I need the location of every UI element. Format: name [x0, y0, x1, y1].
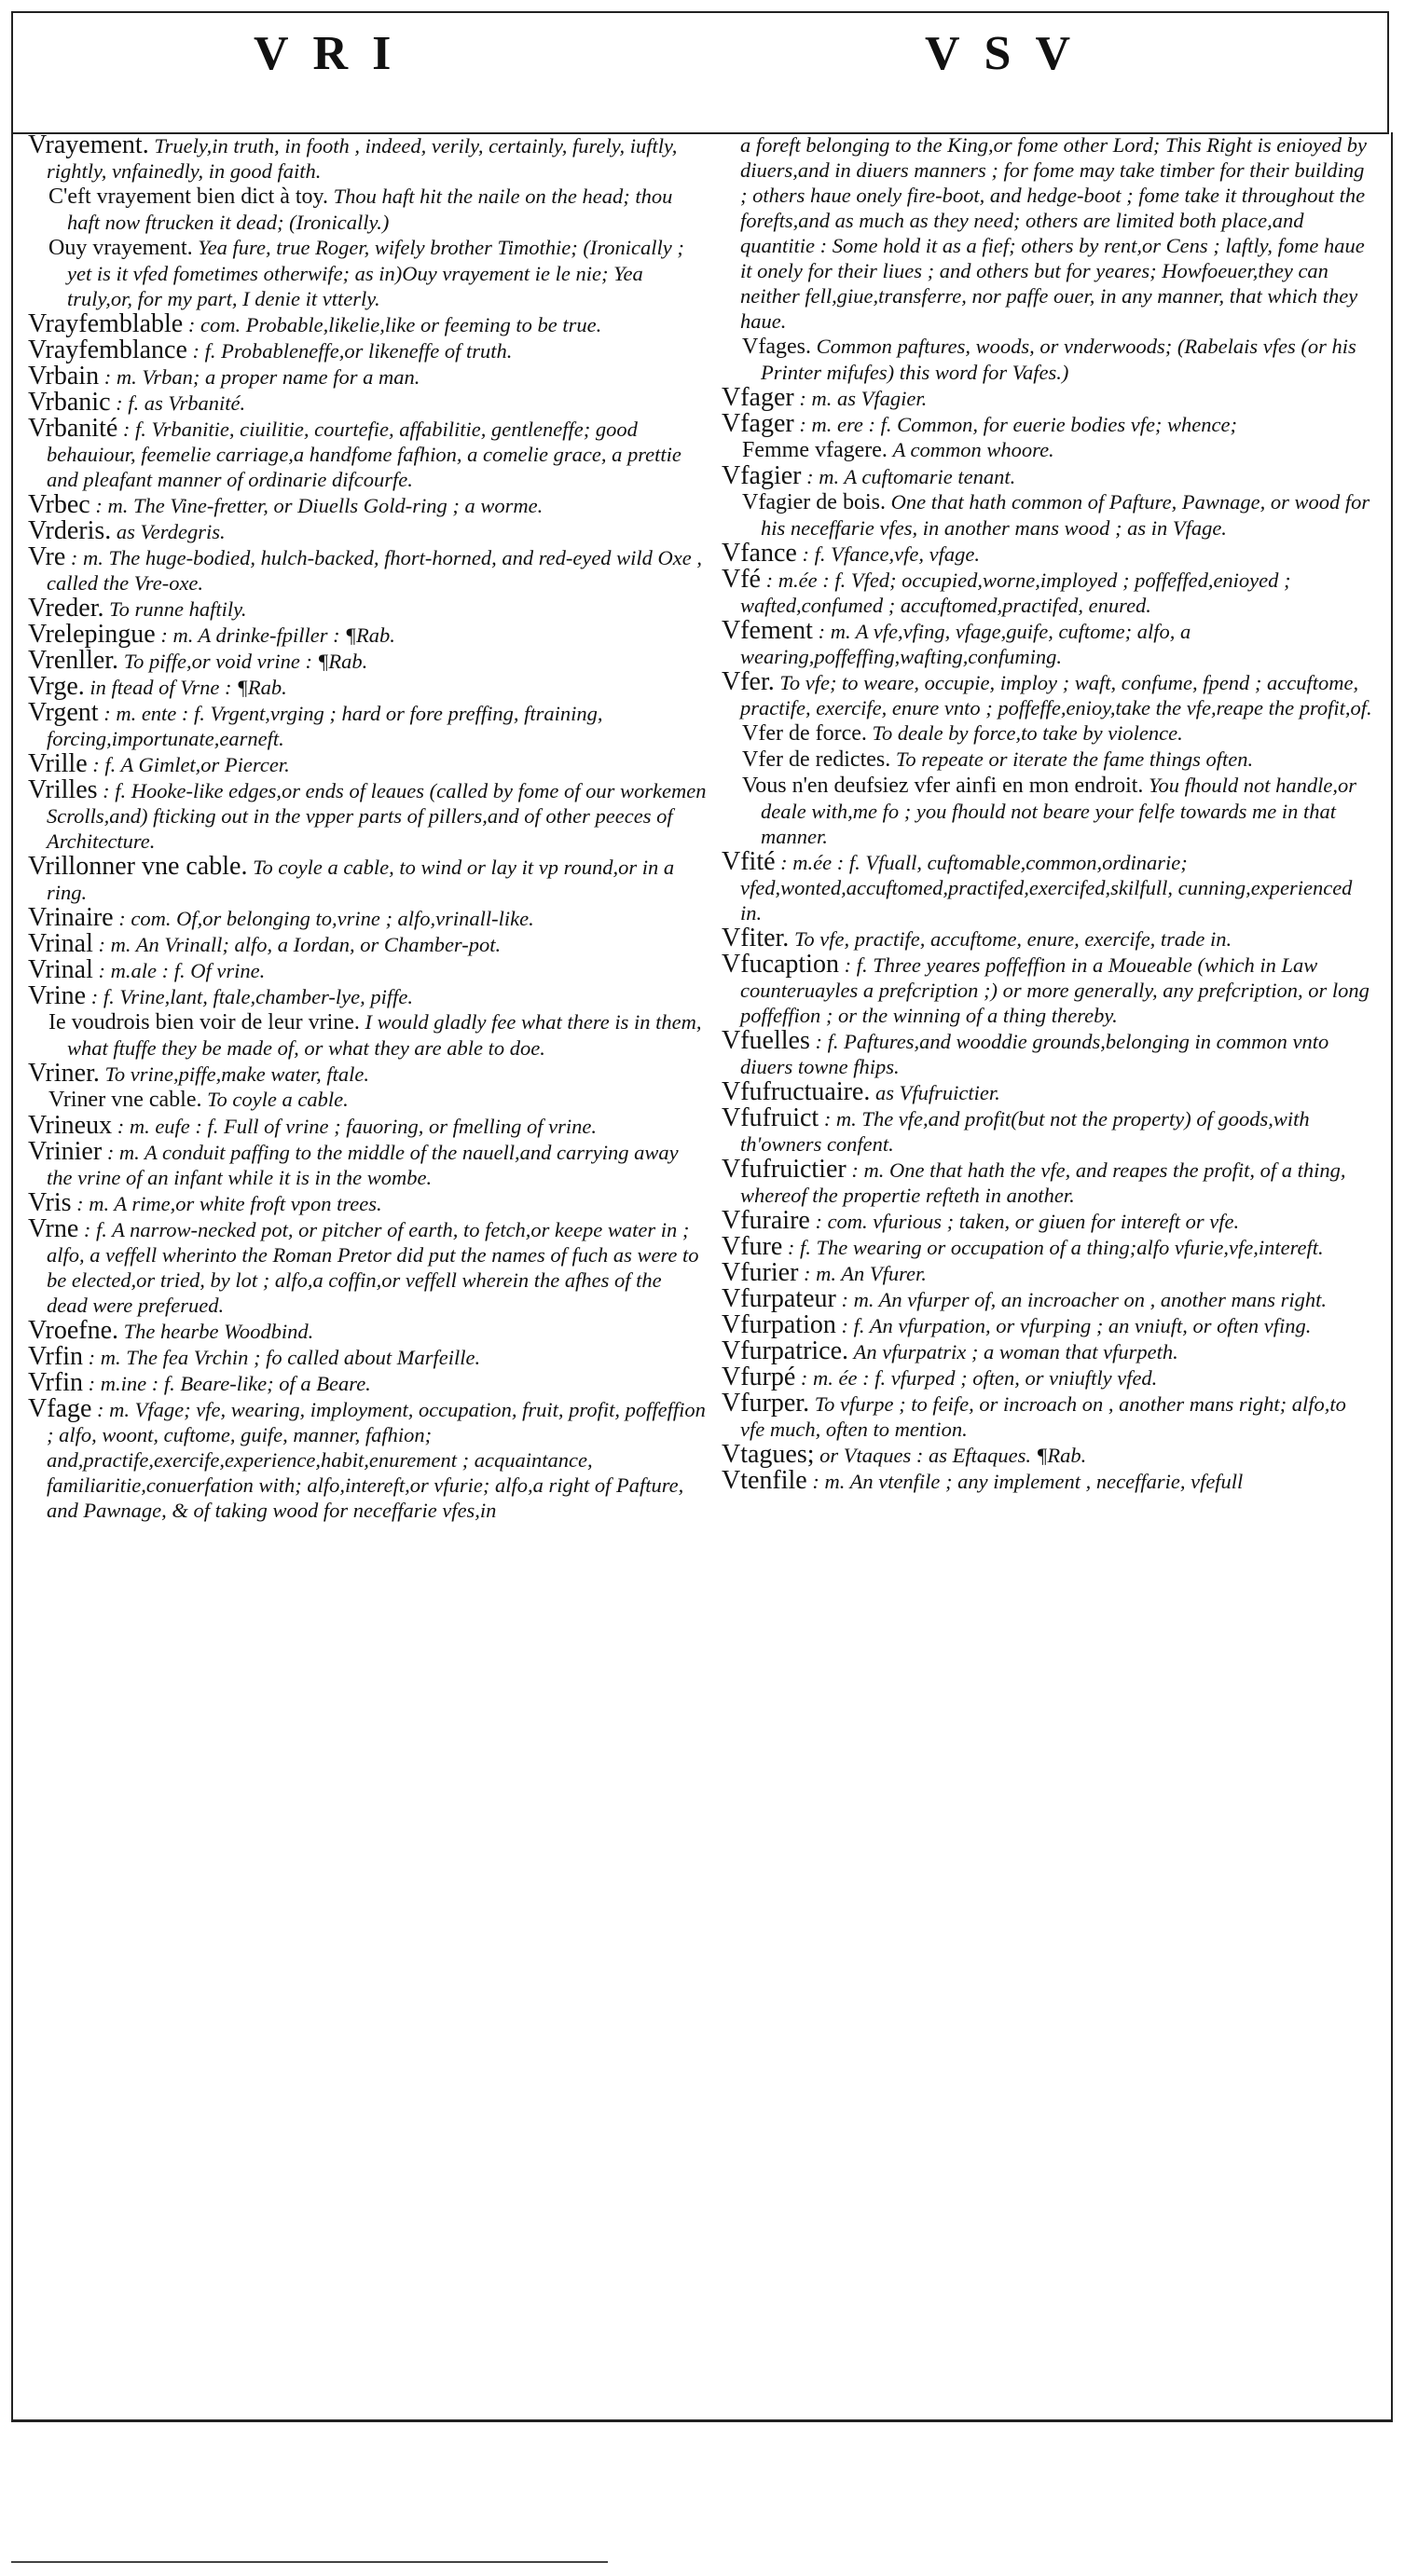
dictionary-entry — [28, 132, 707, 184]
definition: : m. An Vfurer. — [804, 1262, 927, 1285]
headword: Vrayfemblable — [28, 309, 184, 338]
definition: as Verdegris. — [116, 520, 226, 543]
definition: : m. eufe : f. Full of vrine ; fauoring, or fmelling of vrine. — [117, 1115, 597, 1138]
definition: : f. The wearing or occupation of a thing;alfo vfurie,vfe,intereft. — [787, 1236, 1324, 1259]
headword: Vrinier — [28, 1137, 103, 1166]
dictionary-entry — [28, 363, 707, 390]
definition: : m. One that hath the vfe, and reapes the profit, of a thing, whereof the propertie refteth in another. — [740, 1158, 1346, 1207]
definition: in ftead of Vrne : ¶Rab. — [89, 676, 287, 699]
header-row — [11, 11, 1389, 134]
definition: : m.ée : f. Vfed; occupied,worne,imployed ; poffeffed,enioyed ; wafted,confumed ; accuftomed,practifed, enured. — [740, 569, 1291, 617]
headword: Ouy vrayement. — [48, 236, 193, 260]
dictionary-entry — [28, 311, 707, 337]
dictionary-entry — [28, 1318, 707, 1344]
dictionary-entry — [28, 648, 707, 674]
dictionary-entry — [28, 622, 707, 648]
page-frame — [11, 11, 1389, 2550]
header-left: VRI — [254, 27, 416, 80]
definition: : m. ente : f. Vrgent,vrging ; hard or fore preffing, ftraining, forcing,importunate,earneft. — [47, 702, 603, 750]
dictionary-entry — [28, 751, 707, 777]
dictionary-entry — [722, 952, 1374, 1028]
frame-rule-right — [1387, 13, 1389, 132]
dictionary-entry — [722, 1364, 1374, 1391]
dictionary-entry — [722, 541, 1374, 567]
definition: : m. ée : f. vfurped ; often, or vniuftly vfed. — [800, 1366, 1158, 1390]
definition: : f. Probableneffe,or likeneffe of truth. — [192, 339, 513, 363]
definition: To vfe, practife, accuftome, enure, exercife, trade in. — [793, 927, 1232, 951]
sub-entry — [28, 1009, 707, 1061]
dictionary-entry — [28, 1061, 707, 1087]
dictionary-entry — [722, 1260, 1374, 1286]
headword: Vrilles — [28, 775, 98, 804]
headword: Vfage — [28, 1394, 92, 1423]
dictionary-entry — [28, 1344, 707, 1370]
dictionary-entry — [28, 931, 707, 957]
headword: Vtenfile — [722, 1466, 807, 1495]
headword: Vfité — [722, 847, 776, 876]
dictionary-entry — [722, 849, 1374, 925]
headword: Vriner. — [28, 1059, 100, 1088]
sub-entry — [722, 437, 1374, 463]
definition: : f. An vfurpation, or vfurping ; an vniuft, or often vfing. — [841, 1314, 1312, 1337]
headword: Vfurpé — [722, 1363, 796, 1391]
headword: Femme vfagere. — [742, 438, 888, 462]
definition: : f. Vfance,vfe, vfage. — [802, 542, 980, 566]
dictionary-entry — [28, 700, 707, 751]
headword: Vfufruict — [722, 1103, 819, 1132]
headword: Vrille — [28, 749, 88, 778]
headword: Vfé — [722, 565, 761, 594]
headword: Vfer de redictes. — [742, 747, 891, 772]
definition: To vfurpe ; to feife, or incroach on , another mans right; alfo,to vfe much, often to mention. — [740, 1392, 1346, 1441]
dictionary-entry — [722, 1312, 1374, 1338]
headword: Vrayement. — [28, 132, 149, 159]
definition: : com. Probable,likelie,like or feeming to be true. — [187, 313, 602, 336]
sub-entry — [28, 1087, 707, 1113]
headword: Vfager — [722, 383, 794, 412]
definition: : m.ine : f. Beare-like; of a Beare. — [88, 1372, 371, 1395]
definition: Thou haft hit the naile on the head; thou haft now ftrucken it dead; (Ironically.) — [67, 185, 673, 234]
sub-entry — [28, 184, 707, 235]
headword: Vrbanic — [28, 388, 111, 417]
definition: : f. as Vrbanité. — [116, 391, 246, 415]
definition: You fhould not handle,or deale with,me fo ; you fhould not beare your felfe towards me in that manner. — [761, 774, 1357, 848]
definition: : f. Vrbanitie, ciuilitie, courtefie, affabilitie, gentleneffe; good behauiour, feemelie carriage,a handfome fafhion, a comelie grace, a prettie and pleafant manner of ordinarie difcourfe. — [47, 418, 681, 491]
definition: a foreft belonging to the King,or fome other Lord; This Right is enioyed by diuers,and in diuers manners ; for fome may take timber for their building ; others haue onely fire-boot, and hedge-boot ; fome take it throughout the forefts,and as much as they need; others are limited both place,and quantitie : Some hold it as a fief; others by rent,or Cens ; laftly, fome haue it onely for their liues ; and others but for yeares; Howfoeuer,they can neither fell,giue,transferre, nor paffe ouer, in any manner, that which they haue. — [740, 133, 1368, 333]
definition: : m. The Vine-fretter, or Diuells Gold-ring ; a worme. — [95, 494, 544, 517]
headword: Vris — [28, 1188, 72, 1217]
dictionary-entry — [28, 777, 707, 854]
definition: as Vfufruictier. — [874, 1081, 1000, 1104]
headword: Vfager — [722, 409, 794, 438]
headword: Vfagier de bois. — [742, 490, 886, 514]
dictionary-entry — [28, 854, 707, 905]
dictionary-entry — [28, 983, 707, 1009]
right-column — [722, 132, 1374, 2406]
dictionary-entry — [28, 518, 707, 544]
headword: Vfurpation — [722, 1310, 836, 1339]
headword: Vfages. — [742, 335, 811, 359]
definition: : m. Vfage; vfe, wearing, imployment, occupation, fruit, profit, poffeffion ; alfo, woont, cuftome, guife, manner, fafhion; and,practife,exercife,experience,habit,enurement ; acquaintance, familiaritie,conuerfation with; alfo,intereft,or vfurie; alfo,a right of Pafture, and Pawnage, & of taking wood for neceffarie vfes,in — [47, 1398, 706, 1522]
body-box — [11, 132, 1393, 2422]
dictionary-entry — [28, 1370, 707, 1396]
dictionary-entry — [722, 1391, 1374, 1442]
definition: : f. A narrow-necked pot, or pitcher of earth, to fetch,or keepe water in ; alfo, a veffell wherinto the Roman Pretor did put the names of fuch as were to be elected,or tried, by lot ; alfo,a coffin,or veffell wherein the afhes of the dead were preferued. — [47, 1218, 699, 1317]
headword: Ie voudrois bien voir de leur vrine. — [48, 1010, 360, 1035]
dictionary-entry — [28, 416, 707, 492]
definition: : f. A Gimlet,or Piercer. — [92, 753, 290, 776]
dictionary-entry — [722, 1208, 1374, 1234]
dictionary-entry — [722, 1157, 1374, 1208]
headword: Vfurpateur — [722, 1284, 836, 1313]
dictionary-entry — [28, 596, 707, 622]
dictionary-entry — [722, 411, 1374, 437]
dictionary-entry — [722, 132, 1374, 334]
definition: : m. A vfe,vfing, vfage,guife, cuftome; alfo, a wearing,poffeffing,wafting,confuming. — [740, 620, 1191, 668]
definition: To coyle a cable, to wind or lay it vp round,or in a ring. — [47, 856, 675, 904]
definition: An vfurpatrix ; a woman that vfurpeth. — [853, 1340, 1178, 1363]
dictionary-entry — [722, 1338, 1374, 1364]
headword: Vfure — [722, 1232, 783, 1261]
headword: Vrineux — [28, 1111, 113, 1140]
definition: : f. Paftures,and wooddie grounds,belonging in common vnto diuers towne fhips. — [740, 1030, 1329, 1078]
dictionary-entry — [28, 390, 707, 416]
definition: : f. Three yeares poffeffion in a Moueable (which in Law counteruayles a prefcription ;) or more generally, any prefcription, or long poffeffion ; or the winning of a thing thereby. — [740, 953, 1370, 1027]
dictionary-entry — [722, 1234, 1374, 1260]
headword: Vous n'en deufsiez vfer ainfi en mon endroit. — [742, 774, 1144, 798]
dictionary-entry — [28, 957, 707, 983]
headword: Vfuelles — [722, 1026, 810, 1055]
headword: Vfer. — [722, 667, 775, 696]
definition: To deale by force,to take by violence. — [872, 721, 1183, 745]
headword: Vfuraire — [722, 1206, 810, 1235]
headword: Vfagier — [722, 461, 802, 490]
dictionary-entry — [722, 567, 1374, 618]
dictionary-entry — [28, 1139, 707, 1190]
definition: : m. A drinke-fpiller : ¶Rab. — [160, 623, 395, 647]
dictionary-entry — [28, 674, 707, 700]
dictionary-entry — [722, 463, 1374, 489]
definition: I would gladly fee what there is in them, what ftuffe they be made of, or what they are able to doe. — [67, 1010, 702, 1060]
header-right: VSV — [925, 27, 1095, 80]
definition: The hearbe Woodbind. — [123, 1320, 314, 1343]
definition: A common whoore. — [892, 438, 1054, 461]
headword: Vre — [28, 542, 66, 571]
definition: : com. vfurious ; taken, or giuen for intereft or vfe. — [815, 1210, 1240, 1233]
definition: Yea fure, true Roger, wifely brother Timothie; (Ironically ; yet is it vfed fometimes otherwife; as in)Ouy vrayement ie le nie; Yea truly,or, for my part, I denie it vtterly. — [67, 236, 684, 310]
bottom-rule — [11, 2561, 608, 2563]
dictionary-entry — [28, 905, 707, 931]
definition: To runne haftily. — [109, 597, 247, 621]
definition: or Vtaques : as Eftaques. ¶Rab. — [819, 1444, 1087, 1467]
definition: : m. An vfurper of, an incroacher on , another mans right. — [841, 1288, 1328, 1311]
definition: To piffe,or void vrine : ¶Rab. — [123, 650, 368, 673]
headword: Vrbain — [28, 362, 100, 391]
headword: C'eft vrayement bien dict à toy. — [48, 185, 328, 209]
dictionary-entry — [722, 1442, 1374, 1468]
definition: : m. The huge-bodied, hulch-backed, fhort-horned, and red-eyed wild Oxe , called the Vre-oxe. — [47, 546, 703, 595]
definition: : com. Of,or belonging to,vrine ; alfo,vrinall-like. — [118, 907, 534, 930]
headword: Vrbec — [28, 490, 90, 519]
definition: Common paftures, woods, or vnderwoods; (Rabelais vfes (or his Printer mifufes) this word for Vafes.) — [761, 335, 1356, 384]
headword: Vfer de force. — [742, 721, 867, 746]
headword: Vriner vne cable. — [48, 1088, 202, 1112]
headword: Vroefne. — [28, 1316, 119, 1345]
dictionary-entry — [722, 618, 1374, 669]
definition: : f. Vrine,lant, ftale,chamber-lye, piffe. — [90, 985, 413, 1008]
definition: : m. ere : f. Common, for euerie bodies vfe; whence; — [799, 413, 1238, 436]
definition: : f. Hooke-like edges,or ends of leaues (called by fome of our workemen Scrolls,and) fticking out in the vpper parts of pillers,and of other peeces of Architecture. — [47, 779, 707, 853]
dictionary-entry — [722, 925, 1374, 952]
definition: One that hath common of Pafture, Pawnage, or wood for his neceffarie vfes, in another mans wood ; as in Vfage. — [761, 490, 1370, 540]
dictionary-entry — [28, 1190, 707, 1216]
headword: Vfurier — [722, 1258, 799, 1287]
dictionary-entry — [28, 1216, 707, 1318]
headword: Vrayfemblance — [28, 336, 187, 364]
headword: Vfance — [722, 539, 797, 568]
dictionary-entry — [28, 544, 707, 596]
headword: Vfufruictier — [722, 1155, 847, 1184]
headword: Vfurpatrice. — [722, 1336, 849, 1365]
headword: Vfufructuaire. — [722, 1077, 871, 1106]
definition: : m. A rime,or white froft vpon trees. — [76, 1192, 382, 1215]
definition: To vrine,piffe,make water, ftale. — [104, 1062, 369, 1086]
definition: : m.ée : f. Vfuall, cuftomable,common,ordinarie; vfed,wonted,accuftomed,practifed,exercifed,skilfull, cunning,experienced in. — [740, 851, 1353, 925]
definition: Truely,in truth, in footh , indeed, verily, certainly, furely, iuftly, rightly, vnfainedly, in good faith. — [47, 134, 678, 183]
headword: Vrillonner vne cable. — [28, 852, 248, 881]
dictionary-entry — [722, 1286, 1374, 1312]
headword: Vrderis. — [28, 516, 112, 545]
dictionary-entry — [28, 1396, 707, 1523]
definition: To repeate or iterate the fame things often. — [895, 747, 1254, 771]
headword: Vrne — [28, 1214, 79, 1243]
headword: Vrbanité — [28, 414, 118, 443]
dictionary-entry — [722, 385, 1374, 411]
dictionary-entry — [722, 1079, 1374, 1105]
dictionary-entry — [28, 337, 707, 363]
headword: Vrelepingue — [28, 620, 156, 649]
definition: : m. An Vrinall; alfo, a Iordan, or Chamber-pot. — [98, 933, 502, 956]
definition: : m. The vfe,and profit(but not the property) of goods,with th'owners confent. — [740, 1107, 1310, 1156]
headword: Vrinaire — [28, 903, 114, 932]
definition: To coyle a cable. — [207, 1088, 349, 1111]
sub-entry — [722, 489, 1374, 541]
dictionary-entry — [722, 1468, 1374, 1494]
headword: Vrgent — [28, 698, 99, 727]
left-column — [28, 132, 707, 2406]
definition: : m. Vrban; a proper name for a man. — [103, 365, 420, 389]
dictionary-entry — [28, 1113, 707, 1139]
dictionary-entry — [722, 669, 1374, 720]
definition: : m. A conduit paffing to the middle of the nauell,and carrying away the vrine of an infant while it is in the wombe. — [47, 1141, 679, 1189]
sub-entry — [722, 773, 1374, 849]
sub-entry — [722, 720, 1374, 747]
dictionary-entry — [28, 492, 707, 518]
headword: Vfiter. — [722, 924, 790, 952]
definition: : m. as Vfagier. — [799, 387, 928, 410]
headword: Vrenller. — [28, 646, 119, 675]
dictionary-entry — [722, 1028, 1374, 1079]
definition: : m.ale : f. Of vrine. — [98, 959, 266, 982]
sub-entry — [722, 747, 1374, 773]
headword: Vfement — [722, 616, 813, 645]
headword: Vrfin — [28, 1342, 83, 1371]
headword: Vrge. — [28, 672, 85, 701]
headword: Vrinal — [28, 955, 93, 984]
headword: Vrine — [28, 981, 87, 1010]
frame-rule-left — [11, 13, 13, 132]
sub-entry — [28, 235, 707, 311]
definition: : m. An vtenfile ; any implement , neceffarie, vfefull — [812, 1470, 1244, 1493]
dictionary-entry — [722, 1105, 1374, 1157]
headword: Vfucaption — [722, 950, 839, 979]
headword: Vfurper. — [722, 1389, 810, 1418]
sub-entry — [722, 334, 1374, 385]
definition: To vfe; to weare, occupie, imploy ; waft, confume, fpend ; accuftome, practife, exercife, enure vnto ; poffeffe,enioy,take the vfe,reape the profit,of. — [740, 671, 1372, 719]
definition: : m. A cuftomarie tenant. — [806, 465, 1016, 488]
headword: Vrinal — [28, 929, 93, 958]
headword: Vrfin — [28, 1368, 83, 1397]
definition: : m. The fea Vrchin ; fo called about Marfeille. — [88, 1346, 481, 1369]
headword: Vreder. — [28, 594, 104, 623]
headword: Vtagues; — [722, 1440, 815, 1469]
